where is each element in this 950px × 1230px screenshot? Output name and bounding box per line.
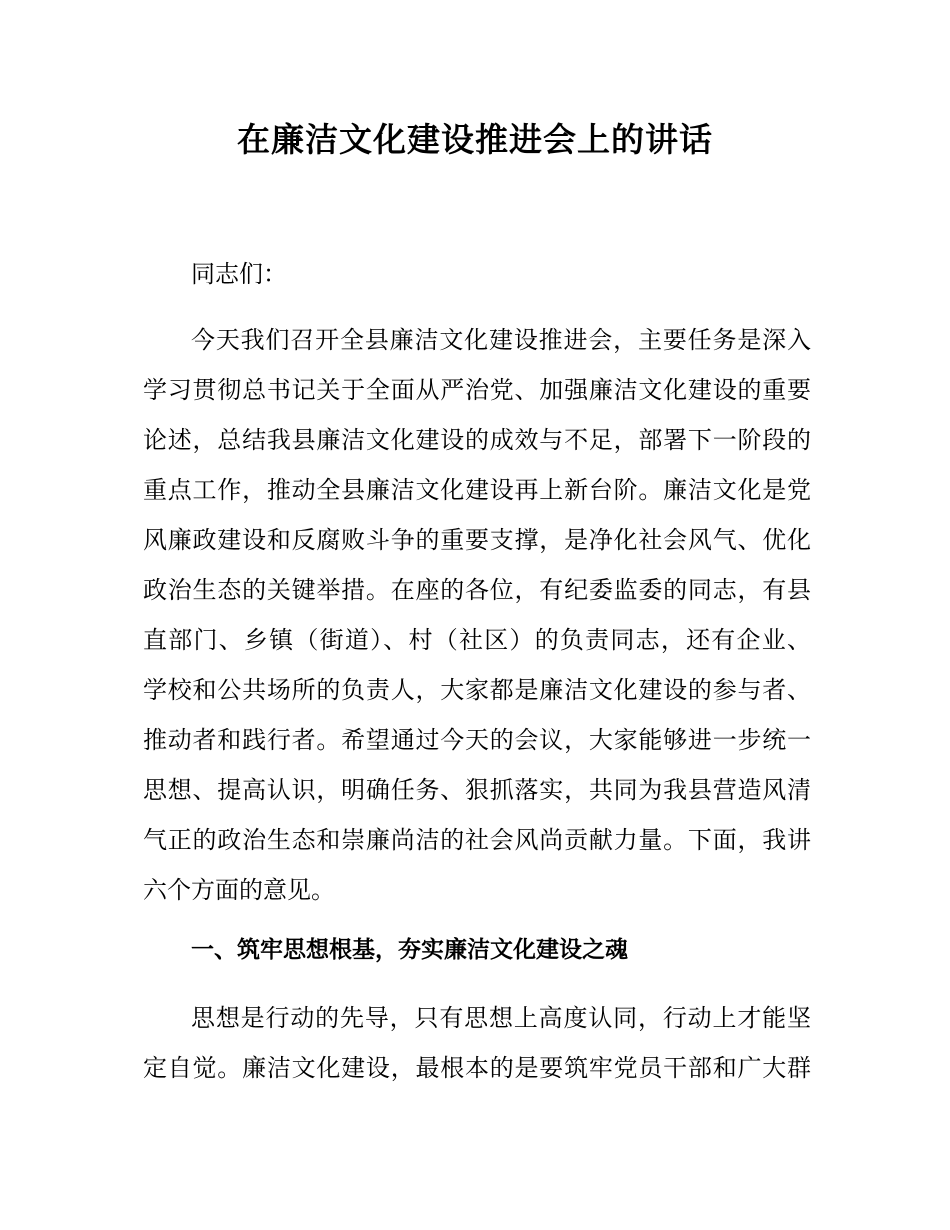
paragraph-line: 六个方面的意见。	[143, 876, 335, 904]
section-heading: 一、筑牢思想根基，夯实廉洁文化建设之魂	[191, 937, 628, 963]
paragraph-line: 政治生态的关键举措。在座的各位，有纪委监委的同志，有县	[143, 576, 811, 604]
paragraph-line: 论述，总结我县廉洁文化建设的成效与不足，部署下一阶段的	[143, 426, 811, 454]
intro-paragraph	[143, 315, 811, 915]
paragraph-line: 重点工作，推动全县廉洁文化建设再上新台阶。廉洁文化是党	[143, 476, 811, 504]
paragraph-line: 学校和公共场所的负责人，大家都是廉洁文化建设的参与者、	[143, 676, 811, 704]
page-title: 在廉洁文化建设推进会上的讲话	[237, 120, 713, 159]
paragraph-line: 直部门、乡镇（街道）、村（社区）的负责同志，还有企业、	[143, 626, 811, 654]
salutation: 同志们：	[191, 260, 287, 288]
paragraph-line: 风廉政建设和反腐败斗争的重要支撑，是净化社会风气、优化	[143, 526, 811, 554]
section1-paragraph	[143, 993, 811, 1093]
paragraph-line: 学习贯彻总书记关于全面从严治党、加强廉洁文化建设的重要	[143, 376, 811, 404]
paragraph-line: 推动者和践行者。希望通过今天的会议，大家能够进一步统一	[143, 726, 811, 754]
paragraph-line: 定自觉。廉洁文化建设，最根本的是要筑牢党员干部和广大群	[143, 1054, 811, 1082]
paragraph-line: 思想、提高认识，明确任务、狠抓落实，共同为我县营造风清	[143, 776, 811, 804]
paragraph-line: 今天我们召开全县廉洁文化建设推进会，主要任务是深入	[191, 326, 811, 354]
paragraph-line: 气正的政治生态和崇廉尚洁的社会风尚贡献力量。下面，我讲	[143, 826, 811, 854]
paragraph-line: 思想是行动的先导，只有思想上高度认同，行动上才能坚	[191, 1004, 811, 1032]
